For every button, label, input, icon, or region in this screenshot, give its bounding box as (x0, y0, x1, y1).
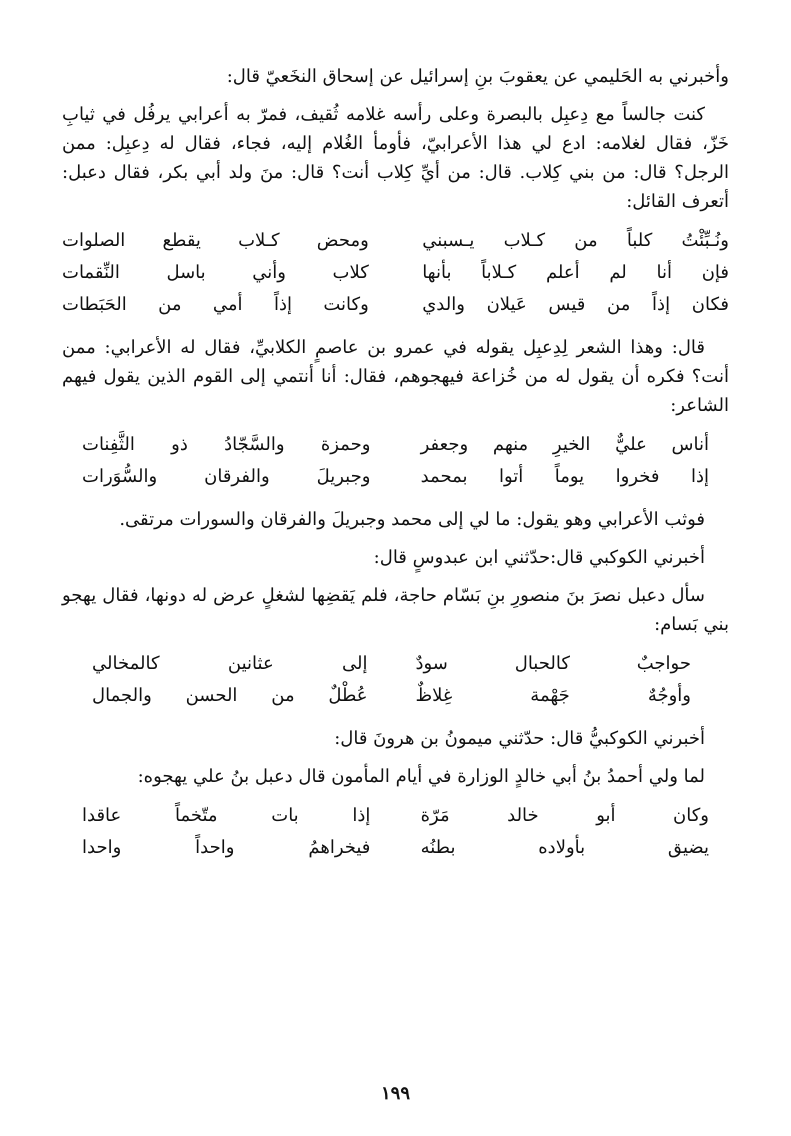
poem-line (82, 461, 709, 493)
poem-hemistich-second: وجبريلَ والفرقان والسُّوَرات (82, 466, 371, 487)
poem-line (62, 225, 729, 257)
poem-line (82, 429, 709, 461)
poem-hemistich-second: كلاب وأني باسل النِّقمات (62, 262, 369, 283)
paragraph-narrative-5: لما ولي أحمدُ بنُ أبي خالدٍ الوزارة في أيام المأمون قال دعبل بنُ علي يهجوه: (137, 766, 705, 787)
poem-hemistich-first: فإن أنا لم أعلم كـلاباً بأنها (422, 262, 729, 283)
paragraph-isnad-3: أخبرني الكوكبيُّ قال: حدّثني ميمونُ بن هرونَ قال: (334, 728, 705, 749)
paragraph-isnad-1: وأخبرني به الحَليمي عن يعقوبَ بنِ إسرائيل عن إسحاق النخَعيّ قال: (226, 66, 729, 87)
poem-hemistich-first: يضيق بأولاده بطنُه (420, 837, 709, 858)
poem-hemistich-second: ومحض كـلاب يقطع الصلوات (62, 230, 369, 251)
paragraph-isnad-2: أخبرني الكوكبي قال:حدّثني ابن عبدوسٍ قال: (373, 547, 705, 568)
poem-hemistich-first: إذا فخروا يوماً أتوا بمحمد (420, 466, 709, 487)
poem-hemistich-first: فكان إذاً من قيس عَيلان والدي (422, 294, 729, 315)
poem-hemistich-first: وكان أبو خالد مَرّة (420, 805, 709, 826)
poem-hemistich-second: وكانت إذاً أمي من الحَبَطات (62, 294, 369, 315)
poem-hemistich-first: ونُـبِّئْتُ كلباً من كـلاب يـسبني (422, 230, 729, 251)
poem-hemistich-second: إذا بات متّخماً عاقدا (82, 805, 371, 826)
paragraph-narrative-4: سأل دعبل نصرَ بنَ منصورِ بنِ بَسّام حاجة، فلم يَقضِها لشغلٍ عرض له دونها، فقال يهجو بني بَسام: (62, 585, 729, 635)
book-page (62, 62, 729, 876)
poem-hemistich-first: أناس عليٌّ الخيرِ منهم وجعفر (420, 434, 709, 455)
poem-block-4 (82, 800, 709, 864)
poem-block-3 (92, 648, 691, 712)
poem-hemistich-second: وحمزة والسَّجّادُ ذو الثَّفِنات (82, 434, 371, 455)
poem-hemistich-first: وأوجُهٌ جَهْمة غِلاظٌ (415, 685, 691, 706)
poem-hemistich-second: فيخراهمُ واحداً واحدا (82, 837, 371, 858)
poem-line (62, 257, 729, 289)
poem-line (82, 800, 709, 832)
poem-line (62, 289, 729, 321)
poem-line (92, 680, 691, 712)
paragraph-narrative-1: كنت جالساً مع دِعبِل بالبصرة وعلى رأسه غلامه ثُقيف، فمرّ به أعرابي يرفُل في ثيابِ خَزّ، فقال لغلامه: ادع لي هذا الأعرابيّ، فأومأ الغُلام إليه، فجاء، فقال له دِعبِل: ممن الرجل؟ قال: من بني كِلاب. قال: من أيِّ كِلاب أنت؟ قال: منَ ولد أبي بكر، فقال دعبل: أتعرف القائل: (62, 104, 729, 212)
paragraph-narrative-3: فوثب الأعرابي وهو يقول: ما لي إلى محمد وجبريلَ والفرقان والسورات مرتقى. (119, 509, 705, 530)
poem-hemistich-second: عُطْلٌ من الحسن والجمال (92, 685, 368, 706)
paragraph-narrative-2: قال: وهذا الشعر لِدِعبِل يقوله في عمرو بن عاصمٍ الكلابيِّ، فقال له الأعرابي: ممن أنت؟ فكره أن يقول له من خُزاعة فيهجوهم، فقال: أنا أنتمي إلى القوم الذين يقول فيهم الشاعر: (62, 337, 729, 416)
poem-hemistich-second: إلى عثانين كالمخالي (92, 653, 368, 674)
poem-block-2 (82, 429, 709, 493)
poem-block-1 (62, 225, 729, 321)
poem-line (82, 832, 709, 864)
page-number: ١٩٩ (380, 1083, 410, 1104)
poem-hemistich-first: حواجبٌ كالحبال سودٌ (415, 653, 691, 674)
poem-line (92, 648, 691, 680)
